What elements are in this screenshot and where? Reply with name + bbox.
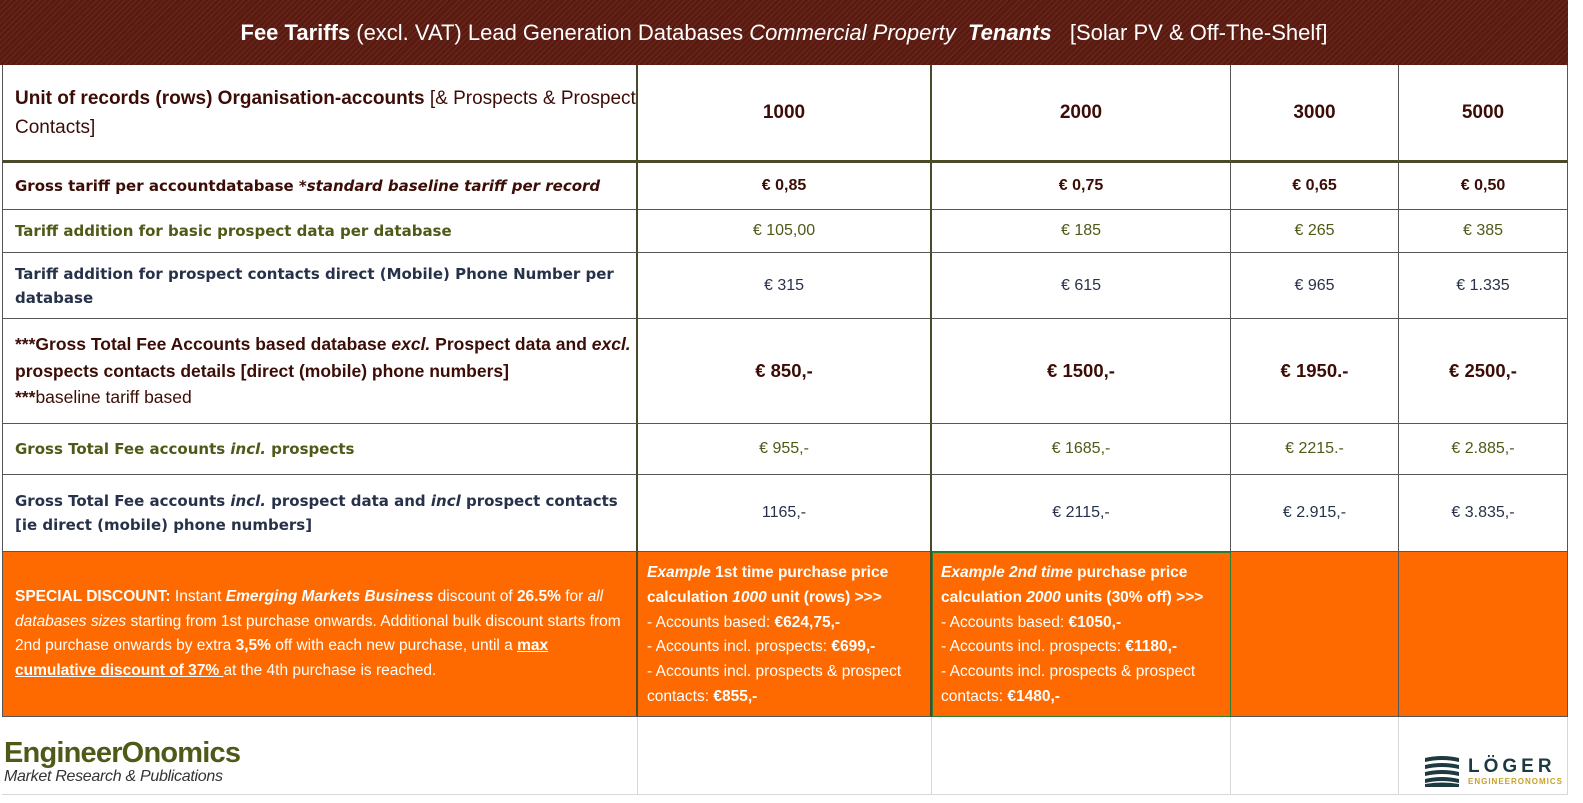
row-label-text: Gross Total Fee accounts: [15, 492, 231, 510]
discount-text: for: [560, 588, 588, 605]
discount-text: Instant: [170, 588, 226, 605]
total-value: € 1950.-: [1231, 319, 1399, 424]
example-text: unit (rows) >>>: [766, 588, 882, 606]
loger-logo: [1423, 754, 1563, 788]
discount-text: 3,5%: [235, 637, 271, 654]
example-text: - Accounts incl. prospects:: [941, 638, 1126, 656]
logo-tagline: Market Research & Publications: [4, 768, 223, 785]
row-label-text: ***Gross Total Fee Accounts based database: [15, 334, 392, 355]
example-text: €699,-: [831, 638, 876, 656]
total-value: € 1500,-: [932, 319, 1231, 424]
total-value: € 2115,-: [932, 475, 1231, 552]
row-label-text: prospect contacts [ie direct (mobile) phone numbers]: [15, 492, 618, 534]
tariff-value: € 315: [638, 253, 932, 319]
empty-cell: [1399, 552, 1568, 717]
discount-text: discount of: [433, 588, 517, 605]
total-value: € 3.835,-: [1399, 475, 1568, 552]
row-label: Tariff addition for prospect contacts direct (Mobile) Phone Number per database: [2, 253, 638, 319]
table-row: [2, 475, 1568, 552]
example-text: 2000: [1026, 588, 1061, 606]
tariff-value: € 265: [1231, 210, 1399, 253]
table-row: [2, 319, 1568, 424]
table-row: [2, 552, 1568, 717]
units-3000: 3000: [1231, 65, 1399, 163]
example-text: - Accounts based:: [647, 613, 775, 631]
tariff-value: € 0,85: [638, 163, 932, 210]
example-text: - Accounts incl. prospects:: [647, 638, 832, 656]
row-label-italic: incl.: [230, 492, 266, 510]
example-text: €1480,-: [1007, 687, 1060, 705]
loger-logo-icon: [1423, 754, 1461, 788]
row-label: Tariff addition for basic prospect data per database: [2, 210, 638, 253]
title-part: (excl. VAT) Lead Generation Databases: [350, 19, 750, 45]
table-row: [2, 210, 1568, 253]
discount-heading: SPECIAL DISCOUNT:: [15, 588, 171, 605]
table-row: [2, 424, 1568, 475]
units-2000: 2000: [932, 65, 1231, 163]
tariff-value: € 0,75: [932, 163, 1231, 210]
units-5000: 5000: [1399, 65, 1568, 163]
logo-tagline: ENGINEERONOMICS: [1468, 776, 1564, 786]
discount-text: Emerging Markets Business: [225, 588, 434, 605]
total-value: € 2215.-: [1231, 424, 1399, 475]
example-text: - Accounts incl. prospects & prospect contacts:: [941, 663, 1196, 705]
tariff-value: € 185: [932, 210, 1231, 253]
example-text: purchase price calculation: [941, 564, 1188, 606]
example-text: 1000: [732, 588, 767, 606]
row-label-text: Gross tariff per accountdatabase *: [15, 177, 307, 195]
title-part: Tenants: [955, 19, 1052, 45]
example-text: - Accounts incl. prospects & prospect contacts:: [647, 663, 902, 705]
total-value: € 850,-: [638, 319, 932, 424]
row-label-text: baseline tariff based: [35, 387, 192, 408]
discount-text: off with each new purchase, until a: [270, 637, 518, 654]
special-discount: [2, 552, 638, 717]
row-label-text: Gross Total Fee accounts: [15, 440, 231, 458]
discount-text: starting from 1st purchase onwards. Additional bulk discount starts from 2nd purchase onwards by extra: [15, 612, 621, 654]
total-value: € 2.915,-: [1231, 475, 1399, 552]
tariff-value: € 1.335: [1399, 253, 1568, 319]
row-label-bold: Unit of records (rows) Organisation-accounts: [15, 87, 425, 109]
tariff-value: € 385: [1399, 210, 1568, 253]
discount-text: 26.5%: [516, 588, 561, 605]
total-value: € 2.885,-: [1399, 424, 1568, 475]
title-part: Commercial Property: [749, 19, 956, 45]
row-label-italic: incl: [430, 492, 461, 510]
example-first-purchase: [638, 552, 932, 717]
discount-text: at the 4th purchase is reached.: [223, 661, 437, 679]
row-label-text: prospects contacts details [direct (mobile) phone numbers]: [15, 360, 509, 381]
row-label: [2, 319, 638, 424]
total-value: € 955,-: [638, 424, 932, 475]
example-text: - Accounts based:: [941, 613, 1069, 631]
discount-text: all databases sizes: [15, 588, 604, 630]
tariff-value: € 105,00: [638, 210, 932, 253]
table-row: [2, 65, 1568, 163]
empty-cell: [1231, 717, 1399, 795]
row-label-text: prospect data and: [265, 492, 431, 510]
total-value: € 2500,-: [1399, 319, 1568, 424]
example-second-purchase[interactable]: [932, 552, 1231, 717]
tariff-value: € 615: [932, 253, 1231, 319]
example-text: 1st time purchase price calculation: [647, 564, 889, 606]
tariff-value: € 965: [1231, 253, 1399, 319]
row-label-text: Prospect data and: [430, 334, 592, 355]
row-label-text: [& Prospects & Prospect Contacts]: [15, 87, 636, 138]
example-text: units (30% off) >>>: [1060, 588, 1204, 606]
total-value: € 1685,-: [932, 424, 1231, 475]
row-label: [2, 475, 638, 552]
discount-text: max cumulative discount of 37%: [15, 637, 549, 679]
example-text: €855,-: [713, 687, 758, 705]
row-label-italic: excl.: [391, 334, 431, 355]
row-label: [2, 424, 638, 475]
example-text: Example 2nd time: [941, 564, 1073, 581]
row-label-italic: standard baseline tariff per record: [306, 177, 601, 195]
row-label: [2, 65, 638, 163]
row-label-italic: incl.: [230, 440, 266, 458]
engineeronomics-logo: [4, 737, 240, 786]
total-value: 1165,-: [638, 475, 932, 552]
empty-cell: [932, 717, 1231, 795]
units-1000: 1000: [638, 65, 932, 163]
empty-cell: [1231, 552, 1399, 717]
example-text: €1050,-: [1068, 613, 1122, 631]
page-title: [0, 0, 1568, 65]
row-label-text: ***: [15, 387, 36, 408]
row-label: [2, 163, 638, 210]
row-label-italic: excl.: [591, 334, 631, 355]
tariff-value: € 0,50: [1399, 163, 1568, 210]
title-part: Fee Tariffs: [240, 19, 351, 45]
example-text: €624,75,-: [774, 613, 841, 631]
table-row: [2, 163, 1568, 210]
table-row: [2, 253, 1568, 319]
logo-name: LÖGER: [1468, 755, 1556, 777]
example-text: Example: [647, 564, 711, 581]
tariff-value: € 0,65: [1231, 163, 1399, 210]
row-label-text: prospects: [265, 440, 355, 458]
logo-name: EngineerOnomics: [4, 737, 241, 769]
empty-cell: [638, 717, 932, 795]
title-part: [Solar PV & Off-The-Shelf]: [1051, 19, 1328, 45]
example-text: €1180,-: [1125, 638, 1178, 656]
